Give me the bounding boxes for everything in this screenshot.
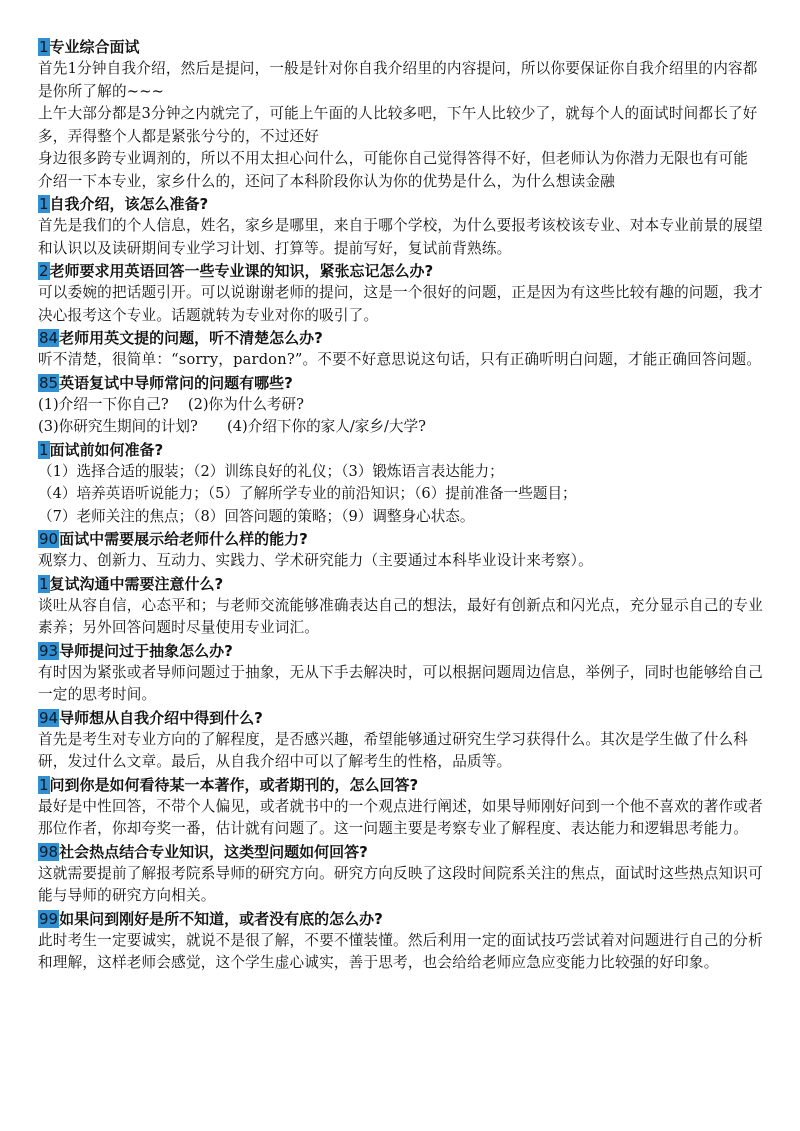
section-number: 1 bbox=[39, 775, 49, 794]
section-title: 面试中需要展示给老师什么样的能力? bbox=[59, 530, 308, 548]
paragraph: 此时考生一定要诚实，就说不是很了解，不要不懂装懂。然后利用一定的面试技巧尝试着对问题进行自己的分析和理解，这样老师会感觉，这个学生虚心诚实，善于思考，也会给给老师应急应变能力比较强的好印象。 bbox=[38, 931, 763, 971]
section-number: 1 bbox=[39, 195, 49, 213]
section-number: 90 bbox=[39, 530, 59, 548]
section-heading bbox=[38, 573, 766, 595]
section-heading bbox=[38, 908, 766, 930]
section-8 bbox=[38, 573, 766, 640]
paragraph: 上午大部分都是3分钟之内就完了，可能上午面的人比较多吧，下午人比较少了，就每个人的面试时间都长了好多，弄得整个人都是紧张兮兮的，不过还好 bbox=[38, 105, 758, 145]
section-number: 85 bbox=[39, 373, 59, 392]
section-title: 自我介绍，该怎么准备? bbox=[49, 195, 209, 213]
section-heading bbox=[38, 439, 766, 461]
section-heading bbox=[38, 640, 766, 662]
section-number: 98 bbox=[39, 842, 59, 861]
section-number: 94 bbox=[39, 708, 59, 727]
list-line: （4）培养英语听说能力；（5）了解所学专业的前沿知识；（6）提前准备一些题目； bbox=[38, 485, 577, 502]
section-title: 老师要求用英语回答一些专业课的知识，紧张忘记怎么办? bbox=[49, 262, 434, 280]
section-number: 1 bbox=[39, 38, 49, 56]
section-heading bbox=[38, 528, 766, 550]
paragraph: 听不清楚，很简单：“sorry，pardon?”。不要不好意思说这句话，只有正确听明白问题，才能正确回答问题。 bbox=[38, 351, 762, 368]
section-9 bbox=[38, 640, 766, 707]
paragraph: 身边很多跨专业调剂的，所以不用太担心问什么，可能你自己觉得答得不好，但老师认为你潜力无限也有可能 bbox=[38, 150, 749, 167]
section-6 bbox=[38, 439, 766, 529]
section-title: 老师用英文提的问题，听不清楚怎么办? bbox=[59, 329, 323, 347]
section-number: 93 bbox=[39, 641, 59, 660]
section-heading bbox=[38, 841, 766, 863]
section-heading bbox=[38, 193, 766, 215]
section-title: 英语复试中导师常问的问题有哪些? bbox=[59, 373, 293, 392]
section-13 bbox=[38, 908, 766, 975]
paragraph: 首先1分钟自我介绍，然后是提问，一般是针对你自我介绍里的内容提问，所以你要保证你自我介绍里的内容都是你所了解的~~~ bbox=[38, 60, 758, 100]
section-title: 社会热点结合专业知识，这类型问题如何回答? bbox=[59, 842, 368, 861]
section-number: 1 bbox=[39, 574, 49, 593]
section-number: 84 bbox=[39, 329, 59, 347]
list-line: (1)介绍一下你自己? (2)你为什么考研? bbox=[38, 395, 304, 413]
section-2 bbox=[38, 193, 766, 260]
section-4 bbox=[38, 327, 766, 372]
paragraph: 可以委婉的把话题引开。可以说谢谢老师的提问，这是一个很好的问题，正是因为有这些比较有趣的问题，我才决心报考这个专业。话题就转为专业对你的吸引了。 bbox=[38, 284, 763, 324]
section-number: 2 bbox=[39, 262, 49, 280]
section-number: 1 bbox=[39, 440, 49, 459]
section-title: 面试前如何准备? bbox=[49, 440, 164, 459]
section-title: 如果问到刚好是所不知道，或者没有底的怎么办? bbox=[59, 909, 383, 928]
paragraph: 有时因为紧张或者导师问题过于抽象，无从下手去解决时，可以根据问题周边信息，举例子，同时也能够给自己一定的思考时间。 bbox=[38, 663, 763, 703]
list-line: (3)你研究生期间的计划? (4)介绍下你的家人/家乡/大学? bbox=[38, 418, 426, 435]
section-heading bbox=[38, 260, 766, 282]
list-line: （1）选择合适的服装；（2）训练良好的礼仪；（3）锻炼语言表达能力； bbox=[38, 462, 504, 480]
section-title: 导师想从自我介绍中得到什么? bbox=[59, 708, 263, 727]
paragraph: 观察力、创新力、互动力、实践力、学术研究能力（主要通过本科毕业设计来考察）。 bbox=[38, 552, 593, 569]
section-12 bbox=[38, 841, 766, 908]
paragraph: 最好是中性回答，不带个人偏见，或者就书中的一个观点进行阐述，如果导师刚好问到一个他不喜欢的著作或者那位作者，你却夸奖一番，估计就有问题了。这一问题主要是考察专业了解程度、表达能力和逻辑思考能力。 bbox=[38, 797, 763, 837]
section-7 bbox=[38, 528, 766, 573]
section-10 bbox=[38, 707, 766, 774]
section-heading bbox=[38, 327, 766, 349]
paragraph: 谈吐从容自信，心态平和；与老师交流能够准确表达自己的想法，最好有创新点和闪光点，充分显示自己的专业素养；另外回答问题时尽量使用专业词汇。 bbox=[38, 596, 763, 636]
section-1 bbox=[38, 36, 766, 193]
section-heading bbox=[38, 774, 766, 796]
section-11 bbox=[38, 774, 766, 841]
section-number: 99 bbox=[39, 909, 59, 928]
section-title: 问到你是如何看待某一本著作，或者期刊的，怎么回答? bbox=[49, 775, 419, 794]
section-3 bbox=[38, 260, 766, 327]
section-title: 专业综合面试 bbox=[49, 38, 140, 56]
section-heading bbox=[38, 707, 766, 729]
paragraph: 首先是我们的个人信息，姓名，家乡是哪里，来自于哪个学校，为什么要报考该校该专业、对本专业前景的展望和认识以及读研期间专业学习计划、打算等。提前写好，复试前背熟练。 bbox=[38, 217, 763, 257]
paragraph: 这就需要提前了解报考院系导师的研究方向。研究方向反映了这段时间院系关注的焦点，面试时这些热点知识可能与导师的研究方向相关。 bbox=[38, 864, 763, 904]
section-title: 复试沟通中需要注意什么? bbox=[49, 574, 224, 593]
paragraph: 介绍一下本专业，家乡什么的，还问了本科阶段你认为你的优势是什么，为什么想读金融 bbox=[38, 172, 615, 190]
section-5 bbox=[38, 372, 766, 439]
section-heading bbox=[38, 372, 766, 394]
section-heading bbox=[38, 36, 766, 58]
paragraph: 首先是考生对专业方向的了解程度，是否感兴趣，希望能够通过研究生学习获得什么。其次是学生做了什么科研，发过什么文章。最后，从自我介绍中可以了解考生的性格，品质等。 bbox=[38, 730, 749, 770]
list-line: （7）老师关注的焦点；（8）回答问题的策略；（9）调整身心状态。 bbox=[38, 507, 475, 525]
section-title: 导师提问过于抽象怎么办? bbox=[59, 641, 233, 660]
